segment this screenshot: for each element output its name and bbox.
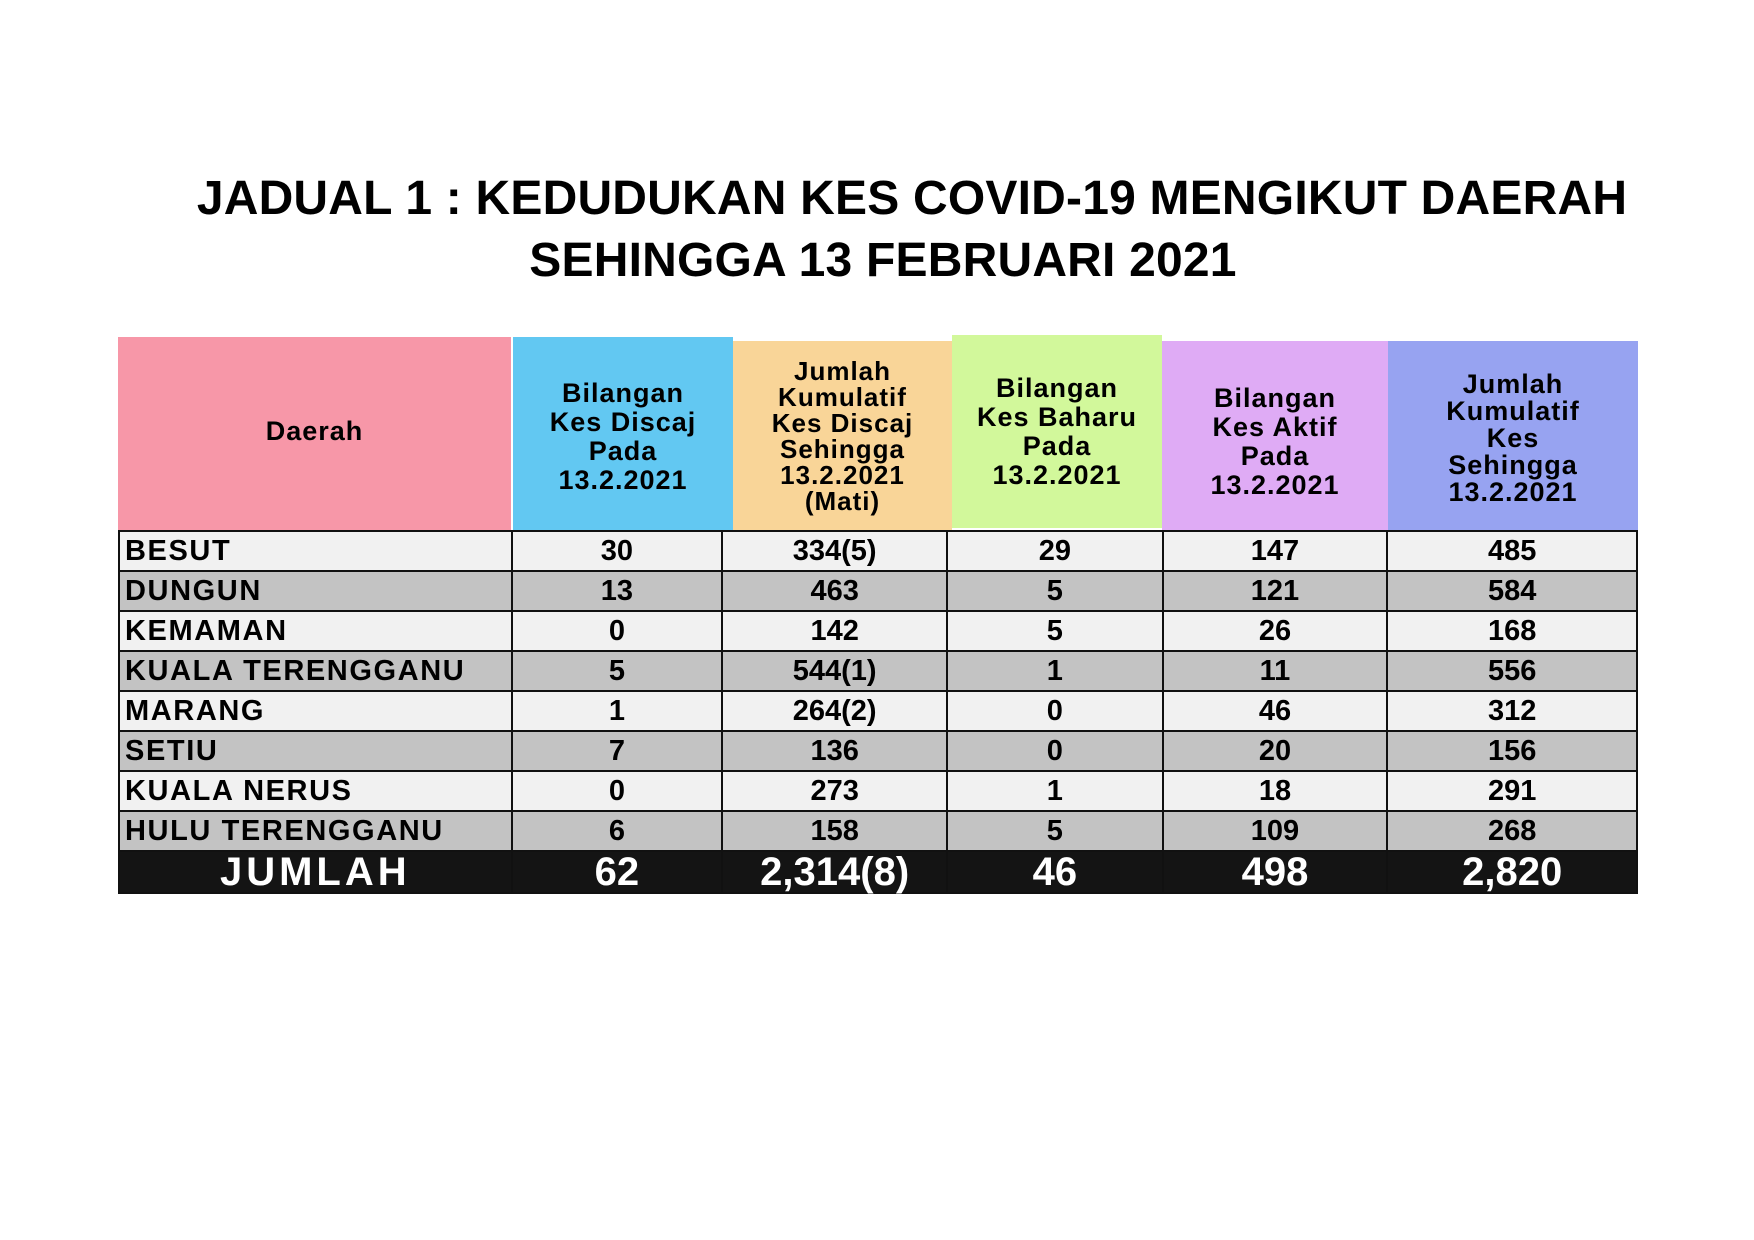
- cell-kumulatif-kes: 168: [1387, 611, 1637, 651]
- cell-aktif: 20: [1163, 731, 1388, 771]
- cell-discaj: 5: [512, 651, 723, 691]
- title-line-2: SEHINGGA 13 FEBRUARI 2021: [529, 234, 1237, 287]
- cell-kumulatif-discaj: 334(5): [722, 531, 947, 571]
- table-row: [119, 811, 1637, 851]
- cell-aktif: 46: [1163, 691, 1388, 731]
- header-kumulatif-discaj-label: Jumlah Kumulatif Kes Discaj Sehingga 13.2.2021 (Mati): [771, 355, 914, 516]
- page-title: [0, 168, 1754, 292]
- table-row: [119, 571, 1637, 611]
- cell-baharu: 5: [947, 611, 1163, 651]
- cell-kumulatif-discaj: 273: [722, 771, 947, 811]
- header-baharu-label: Bilangan Kes Baharu Pada 13.2.2021: [976, 372, 1138, 490]
- cell-aktif: 147: [1163, 531, 1388, 571]
- header-kumulatif-kes-label: Jumlah Kumulatif Kes Sehingga 13.2.2021: [1446, 369, 1580, 507]
- cell-discaj: 1: [512, 691, 723, 731]
- cell-baharu: 5: [947, 571, 1163, 611]
- cell-kumulatif-kes: 556: [1387, 651, 1637, 691]
- table-header: [118, 337, 1638, 530]
- cell-daerah: KUALA NERUS: [119, 771, 512, 811]
- header-kumulatif-discaj: [733, 341, 952, 530]
- cell-aktif: 18: [1163, 771, 1388, 811]
- header-daerah: [118, 337, 511, 530]
- cell-discaj: 0: [512, 771, 723, 811]
- total-baharu: 46: [947, 851, 1163, 893]
- table-row: [119, 691, 1637, 731]
- cell-kumulatif-kes: 156: [1387, 731, 1637, 771]
- cell-kumulatif-kes: 584: [1387, 571, 1637, 611]
- cell-kumulatif-kes: 485: [1387, 531, 1637, 571]
- cell-kumulatif-discaj: 544(1): [722, 651, 947, 691]
- header-kumulatif-kes: [1388, 341, 1638, 530]
- cell-discaj: 7: [512, 731, 723, 771]
- cell-aktif: 121: [1163, 571, 1388, 611]
- table-row: [119, 611, 1637, 651]
- cell-discaj: 0: [512, 611, 723, 651]
- total-kumulatif-kes: 2,820: [1387, 851, 1637, 893]
- table-row: [119, 731, 1637, 771]
- cell-discaj: 6: [512, 811, 723, 851]
- cell-discaj: 30: [512, 531, 723, 571]
- table-row: [119, 531, 1637, 571]
- cell-daerah: KEMAMAN: [119, 611, 512, 651]
- cell-aktif: 109: [1163, 811, 1388, 851]
- cell-baharu: 0: [947, 691, 1163, 731]
- cell-baharu: 0: [947, 731, 1163, 771]
- title-line-1: JADUAL 1 : KEDUDUKAN KES COVID-19 MENGIKUT DAERAH: [196, 172, 1628, 225]
- cell-kumulatif-kes: 291: [1387, 771, 1637, 811]
- cell-daerah: BESUT: [119, 531, 512, 571]
- total-label: JUMLAH: [119, 851, 512, 893]
- cell-baharu: 1: [947, 771, 1163, 811]
- cell-baharu: 29: [947, 531, 1163, 571]
- header-daerah-label: Daerah: [265, 416, 364, 446]
- total-aktif: 498: [1163, 851, 1388, 893]
- covid-district-table: [118, 337, 1638, 894]
- cell-daerah: HULU TERENGGANU: [119, 811, 512, 851]
- total-kumulatif-discaj: 2,314(8): [722, 851, 947, 893]
- cell-kumulatif-discaj: 463: [722, 571, 947, 611]
- header-aktif: [1162, 341, 1388, 530]
- header-discaj: [513, 337, 733, 530]
- table-row: [119, 651, 1637, 691]
- cell-kumulatif-kes: 312: [1387, 691, 1637, 731]
- cell-kumulatif-discaj: 136: [722, 731, 947, 771]
- cell-daerah: KUALA TERENGGANU: [119, 651, 512, 691]
- cell-baharu: 1: [947, 651, 1163, 691]
- cell-daerah: DUNGUN: [119, 571, 512, 611]
- header-discaj-label: Bilangan Kes Discaj Pada 13.2.2021: [549, 377, 697, 495]
- cell-aktif: 11: [1163, 651, 1388, 691]
- cell-baharu: 5: [947, 811, 1163, 851]
- cell-discaj: 13: [512, 571, 723, 611]
- cell-daerah: SETIU: [119, 731, 512, 771]
- cell-kumulatif-kes: 268: [1387, 811, 1637, 851]
- cell-daerah: MARANG: [119, 691, 512, 731]
- header-aktif-label: Bilangan Kes Aktif Pada 13.2.2021: [1210, 382, 1340, 500]
- cell-kumulatif-discaj: 264(2): [722, 691, 947, 731]
- total-row: [119, 851, 1637, 893]
- table-body: [118, 530, 1638, 894]
- total-discaj: 62: [512, 851, 723, 893]
- cell-aktif: 26: [1163, 611, 1388, 651]
- cell-kumulatif-discaj: 142: [722, 611, 947, 651]
- table-row: [119, 771, 1637, 811]
- header-baharu: [952, 335, 1162, 528]
- cell-kumulatif-discaj: 158: [722, 811, 947, 851]
